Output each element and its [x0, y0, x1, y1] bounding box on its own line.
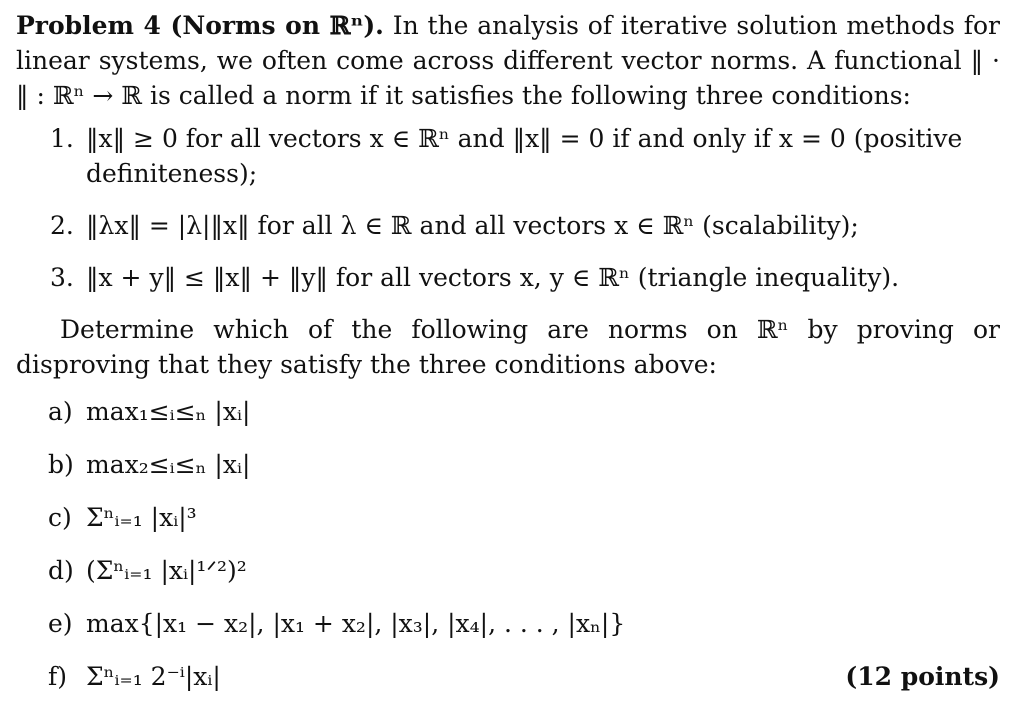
option-label: a)	[48, 397, 73, 426]
option-label: f)	[48, 662, 68, 691]
option-item	[16, 392, 1000, 432]
option-expression: max{|x₁ − x₂|, |x₁ + x₂|, |x₃|, |x₄|, . . . , |xₙ|}	[86, 609, 626, 638]
option-expression: Σⁿᵢ₌₁ 2⁻ⁱ|xᵢ|	[86, 662, 221, 691]
option-expression: (Σⁿᵢ₌₁ |xᵢ|¹ᐟ²)²	[86, 556, 247, 585]
option-label: d)	[48, 556, 74, 585]
condition-number: 2.	[50, 211, 74, 240]
condition-text: ‖x + y‖ ≤ ‖x‖ + ‖y‖ for all vectors x, y ∈ ℝⁿ (triangle inequality).	[86, 263, 900, 292]
option-item	[16, 445, 1000, 485]
intro-paragraph	[16, 8, 1000, 113]
option-label: e)	[48, 609, 73, 638]
option-label: c)	[48, 503, 72, 532]
problem-heading: Problem 4 (Norms on ℝⁿ).	[16, 11, 384, 40]
condition-item	[16, 121, 1000, 191]
condition-item	[16, 208, 1000, 243]
option-expression: max₁≤ᵢ≤ₙ |xᵢ|	[86, 397, 251, 426]
problem-intro	[16, 8, 1000, 113]
condition-item	[16, 260, 1000, 295]
condition-number: 1.	[50, 124, 74, 153]
problem-document	[16, 8, 1000, 710]
option-item	[16, 604, 1000, 644]
option-item	[16, 657, 1000, 697]
condition-text: ‖λx‖ = |λ|‖x‖ for all λ ∈ ℝ and all vectors x ∈ ℝⁿ (scalability);	[86, 211, 859, 240]
option-item	[16, 498, 1000, 538]
option-expression: max₂≤ᵢ≤ₙ |xᵢ|	[86, 450, 251, 479]
condition-text: ‖x‖ ≥ 0 for all vectors x ∈ ℝⁿ and ‖x‖ = 0 if and only if x = 0 (positive definiteness);	[86, 124, 963, 188]
intro-text: In the analysis of iterative solution methods for linear systems, we often come across different vector norms. A functional ‖ · ‖ : ℝⁿ → ℝ is called a norm if it satisfies the following three conditions:	[16, 11, 1000, 110]
task-text: Determine which of the following are norms on ℝⁿ by proving or disproving that they satisfy the three conditions above:	[16, 315, 1000, 379]
task-statement	[16, 312, 1000, 382]
option-item	[16, 551, 1000, 591]
conditions-list	[16, 121, 1000, 295]
option-expression: Σⁿᵢ₌₁ |xᵢ|³	[86, 503, 197, 532]
options-list	[16, 392, 1000, 697]
points-badge: (12 points)	[845, 662, 1000, 691]
condition-number: 3.	[50, 263, 74, 292]
option-label: b)	[48, 450, 74, 479]
